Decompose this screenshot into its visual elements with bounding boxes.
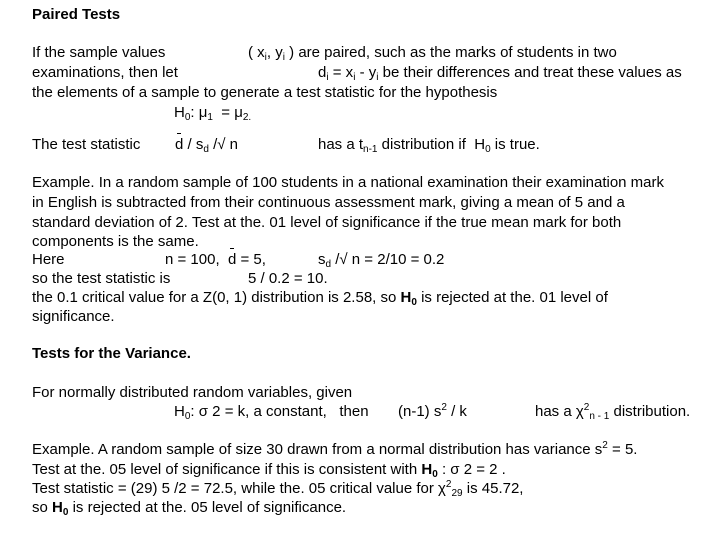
test-statistic-formula: d / $s_d$ /√ n bbox=[175, 136, 239, 155]
example-1-line-3: standard deviation of 2. Test at the. 01 level of significance if the true mean mark for both bbox=[32, 214, 622, 231]
example-1-line-4: components is the same. bbox=[32, 233, 199, 250]
intro-line-3: the elements of a sample to generate a test statistic for the hypothesis bbox=[32, 84, 498, 101]
intro-line-1: If the sample values bbox=[32, 44, 166, 61]
intro-line-2: examinations, then let bbox=[32, 64, 178, 81]
example-2-line-3: Test statistic = (29) 5 /2 = 72.5, while the. 05 critical value for $\chi^2_{29}$ is 45.72, bbox=[32, 479, 524, 499]
here-std-error: $s_d$ /√ n = 2/10 = 0.2 bbox=[318, 251, 445, 270]
test-statistic-distribution: has a $t_{n-1}$ distribution if $H_0$ is true. bbox=[318, 136, 540, 155]
variance-intro-line: For normally distributed random variables, given bbox=[32, 384, 353, 401]
example-2-line-2: Test at the. 05 level of significance if this is consistent with $H_0$ : σ 2 = 2 . bbox=[32, 461, 506, 480]
critical-value-line-2: significance. bbox=[32, 308, 115, 325]
here-values: n = 100, d = 5, bbox=[165, 251, 266, 268]
paired-hypothesis: $H_0$: $\mu_1 = \mu_{2.}$ bbox=[174, 104, 252, 123]
here-label: Here bbox=[32, 251, 65, 268]
variance-distribution: has a $\chi^2_{n - 1}$ distribution. bbox=[535, 402, 691, 422]
intro-line-1-pair: ( $x_i$, $y_i$ ) are paired, such as the marks of students in two bbox=[248, 44, 617, 63]
so-test-statistic-label: so the test statistic is bbox=[32, 270, 171, 287]
example-2-line-4: so $H_0$ is rejected at the. 05 level of significance. bbox=[32, 499, 347, 518]
example-1-line-1: Example. In a random sample of 100 students in a national examination their examination mark bbox=[32, 174, 665, 191]
paired-tests-heading: Paired Tests bbox=[32, 6, 121, 23]
variance-tests-heading: Tests for the Variance. bbox=[32, 345, 191, 362]
so-test-statistic-value: 5 / 0.2 = 10. bbox=[248, 270, 328, 287]
intro-line-2-diff: $d_i = x_i - y_i$ be their differences and treat these values as bbox=[318, 64, 682, 83]
example-1-line-2: in English is subtracted from their continuous assessment mark, giving a mean of 5 and a bbox=[32, 194, 625, 211]
critical-value-line: the 0.1 critical value for a Z(0, 1) distribution is 2.58, so $H_0$ is rejected at the. 01 level of bbox=[32, 289, 608, 308]
example-2-line-1: Example. A random sample of size 30 drawn from a normal distribution has variance $s^2 = 5$. bbox=[32, 440, 638, 458]
variance-hypothesis: $H_0$: σ 2 = k, a constant, then bbox=[174, 403, 369, 422]
variance-test-statistic: (n-1) $s^2$ / k bbox=[398, 402, 467, 420]
test-statistic-label: The test statistic bbox=[32, 136, 141, 153]
